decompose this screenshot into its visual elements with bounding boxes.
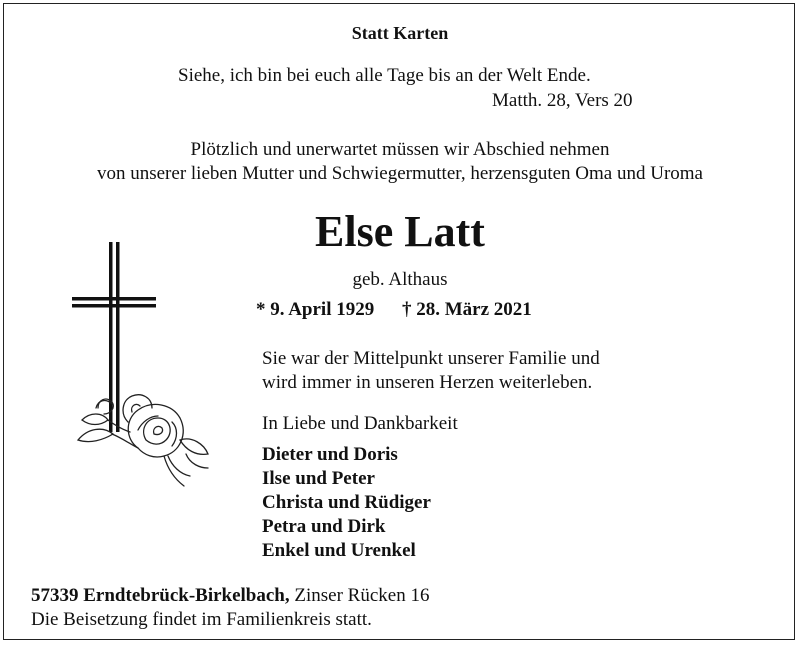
address-line (31, 584, 429, 607)
mourner-name: Christa und Rüdiger (262, 492, 431, 513)
statt-karten-heading: Statt Karten (351, 23, 449, 43)
intro-line-2: von unserer lieben Mutter und Schwiegermutter, herzensguten Oma und Uroma (96, 163, 703, 184)
intro-line-1: Plötzlich und unerwartet müssen wir Abschied nehmen (190, 139, 610, 160)
tribute-line-2: wird immer in unseren Herzen weiterleben. (262, 372, 593, 393)
mourner-name: Petra und Dirk (262, 516, 386, 537)
mourners-intro: In Liebe und Dankbarkeit (262, 413, 458, 434)
address-place: 57339 Erndtebrück-Birkelbach, (31, 585, 290, 606)
bible-verse-source: Matth. 28, Vers 20 (492, 90, 633, 111)
cross-with-roses-icon (68, 240, 218, 490)
death-date: † 28. März 2021 (402, 299, 532, 320)
mourner-name: Enkel und Urenkel (262, 540, 416, 561)
bible-verse: Siehe, ich bin bei euch alle Tage bis an der Welt Ende. (178, 65, 591, 86)
maiden-name: geb. Althaus (352, 269, 448, 290)
tribute-line-1: Sie war der Mittelpunkt unserer Familie und (262, 348, 600, 369)
deceased-name: Else Latt (315, 207, 485, 256)
mourner-name: Dieter und Doris (262, 444, 398, 465)
mourner-name: Ilse und Peter (262, 468, 375, 489)
birth-date: * 9. April 1929 (256, 299, 375, 320)
funeral-note: Die Beisetzung findet im Familienkreis statt. (31, 609, 372, 630)
address-street: Zinser Rücken 16 (289, 585, 430, 606)
